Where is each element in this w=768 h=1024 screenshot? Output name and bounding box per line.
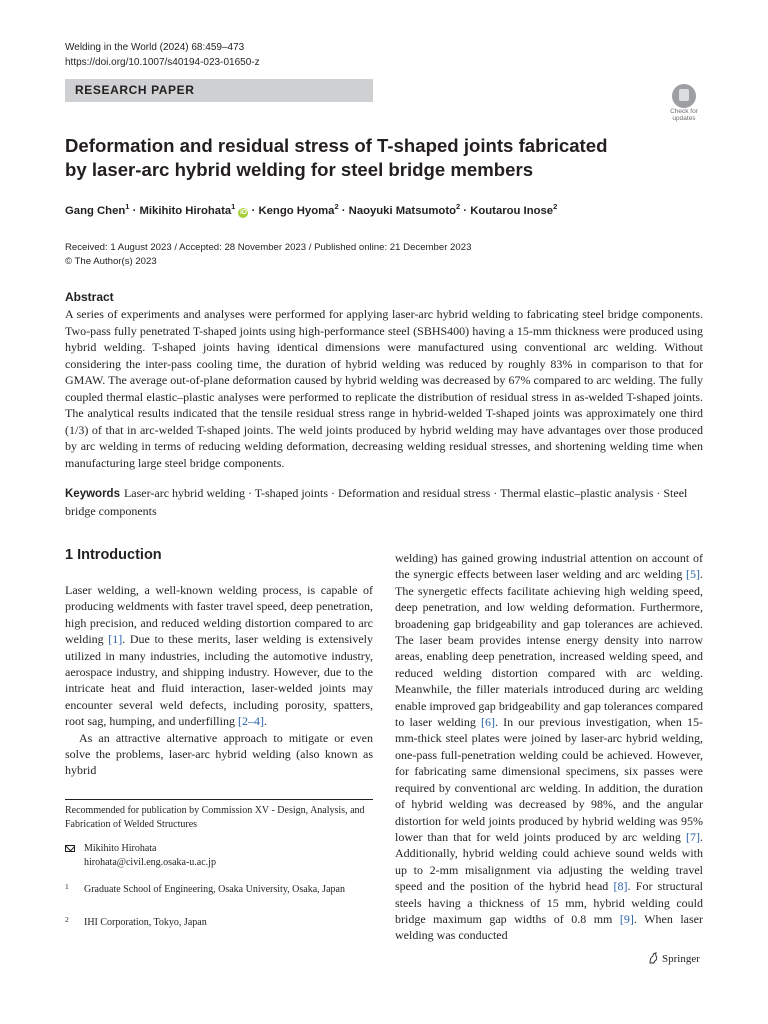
- publisher-name: Springer: [662, 953, 700, 965]
- author-name[interactable]: Gang Chen: [65, 204, 126, 217]
- keywords-label: Keywords: [65, 488, 120, 500]
- keywords: [65, 485, 703, 519]
- footnote-divider: [65, 799, 373, 800]
- citation-link[interactable]: [7]: [686, 829, 700, 844]
- intro-paragraph-1: Laser welding, a well-known welding process, is capable of producing weldments with faster travel speed, deep penetration, high precision, and reduced welding distortion compared to arc welding [1]. Due to these merits, laser welding is extensively utilized in many industries, including the automotive industry, aerospace industry, and shipping industry. However, due to the intricate heat and fluid interaction, laser-welded joints may encounter several weld defects, including porosity, spatters, root sag, humping, and underfilling [2–4].: [65, 583, 373, 729]
- keywords-list: Laser-arc hybrid welding · T-shaped joints · Deformation and residual stress · Thermal elastic–plastic analysis · Steel bridge components: [65, 486, 688, 518]
- citation-link[interactable]: [6]: [481, 715, 495, 730]
- envelope-icon: [65, 845, 75, 852]
- journal-info: [65, 40, 260, 70]
- publication-dates: [65, 241, 471, 268]
- author-affiliation: 2: [456, 202, 461, 211]
- intro-paragraph-continued: welding) has gained growing industrial attention on account of the synergic effects between laser welding and arc welding [5]. The synergetic effects facilitate achieving high welding speed, deep penetration, and low welding deformation. Furthermore, broadening gap bridgeability and gap tolerances are achieved. The laser beam provides intense energy density into narrow areas, enabling deep penetration, increased welding speed, and reduced welding distortion compared with arc welding. Meanwhile, the filler materials introduced during arc welding enable improved gap bridgeability and gap tolerances compared to laser welding [6]. In our previous investigation, when 15-mm-thick steel plates were joined by laser-arc hybrid welding, one-pass full-penetration welding could be achieved. However, for fabricating same dimensional specimens, six passes were required by conventional arc welding. In addition, the duration of hybrid welding was decreased by 98%, and the angular distortion for weld joints produced by hybrid welding was 95% lower than that for weld joints produced by arc welding [7]. Additionally, hybrid welding could achieve sound welds with up to 2-mm misalignment via adjusting the welding travel speed and the position of the hybrid head [8]. For structural steels having a thickness of 15 mm, hybrid welding could bridge maximum gap widths of 0.8 mm [9]. When laser welding was conducted: [395, 551, 703, 943]
- abstract-text: A series of experiments and analyses were performed for applying laser-arc hybrid welding to fabricating steel bridge components. Two-pass fully penetrated T-shaped joints using high-performance steel (SBHS400) having a 15-mm thickness were produced using hybrid welding. T-shaped joints having identical dimensions were manufactured using conventional arc welding. Without considering the inter-pass cooling time, the duration of hybrid welding was reduced by roughly 83% in comparison to that for GMAW. The average out-of-plane deformation caused by hybrid welding was decreased by 67% compared to arc welding. The fully coupled thermal elastic–plastic analyses were performed to replicate the distribution of residual stress in as-welded T-shaped joints. The analytical results indicated that the tensile residual stress range in hybrid-welded T-shaped joints was approximately one third (1/3) of that in arc-welded T-shaped joints. The weld joints produced by hybrid welding may have advantages over those produced by arc welding in terms of reducing welding deformation, decreasing welding residual stresses, and shortening welding time when manufacturing large steel bridge components.: [65, 307, 703, 470]
- author-affiliation: 1: [125, 202, 130, 211]
- check-updates-line2: updates: [672, 115, 696, 122]
- citation-link[interactable]: [5]: [686, 567, 700, 582]
- springer-horse-icon: [648, 952, 658, 964]
- title-line-1: Deformation and residual stress of T-shaped joints fabricated: [65, 135, 608, 156]
- check-updates-icon: [672, 84, 696, 108]
- author-name[interactable]: Koutarou Inose: [470, 204, 554, 217]
- author-affiliation: 2: [334, 202, 339, 211]
- article-type-label: RESEARCH PAPER: [75, 83, 195, 97]
- title-line-2: by laser-arc hybrid welding for steel bridge members: [65, 159, 534, 180]
- citation-link[interactable]: [1]: [108, 632, 123, 647]
- paper-title: [65, 134, 685, 182]
- check-for-updates-badge[interactable]: [664, 84, 704, 124]
- author-affiliation: 1: [231, 202, 236, 211]
- corresponding-author-name: Mikihito Hirohata: [84, 843, 157, 854]
- author-name[interactable]: Kengo Hyoma: [258, 204, 335, 217]
- abstract-heading: Abstract: [65, 290, 114, 304]
- recommendation-note: Recommended for publication by Commission XV - Design, Analysis, and Fabrication of Welded Structures: [65, 805, 365, 830]
- affiliation-number: 2: [65, 915, 69, 924]
- citation-link[interactable]: [2–4]: [237, 714, 264, 729]
- author-name[interactable]: Mikihito Hirohata: [139, 204, 232, 217]
- right-column-body: [395, 550, 703, 944]
- affiliation-number: 1: [65, 882, 69, 891]
- section-heading-introduction: 1 Introduction: [65, 547, 162, 563]
- corresponding-author-email[interactable]: hirohata@civil.eng.osaka-u.ac.jp: [84, 857, 216, 868]
- affiliation-text: Graduate School of Engineering, Osaka University, Osaka, Japan: [84, 884, 345, 895]
- citation-link[interactable]: [9]: [619, 911, 634, 926]
- check-updates-line1: Check for: [670, 108, 698, 115]
- doi-link[interactable]: https://doi.org/10.1007/s40194-023-01650-z: [65, 57, 260, 68]
- author-name[interactable]: Naoyuki Matsumoto: [348, 204, 456, 217]
- publisher-logo: [648, 952, 700, 965]
- affiliation-text: IHI Corporation, Tokyo, Japan: [84, 917, 207, 928]
- author-affiliation: 2: [553, 202, 558, 211]
- copyright-notice: © The Author(s) 2023: [65, 255, 157, 267]
- article-type-banner: [65, 79, 373, 102]
- left-column-body: [65, 582, 373, 779]
- citation-link[interactable]: [8]: [613, 879, 628, 894]
- publication-history: Received: 1 August 2023 / Accepted: 28 November 2023 / Published online: 21 December 2023: [65, 242, 472, 253]
- intro-paragraph-2: As an attractive alternative approach to mitigate or even solve the problems, laser-arc hybrid welding (also known as hybrid: [65, 730, 373, 778]
- journal-citation: Welding in the World (2024) 68:459–473: [65, 42, 245, 53]
- orcid-icon[interactable]: iD: [239, 208, 247, 216]
- author-list: Gang Chen$^1$ · Mikihito Hirohata$^1$ iD · Kengo Hyoma$^2$ · Naoyuki Matsumoto$^2$ · Koutarou Inose$^2$: [65, 202, 558, 217]
